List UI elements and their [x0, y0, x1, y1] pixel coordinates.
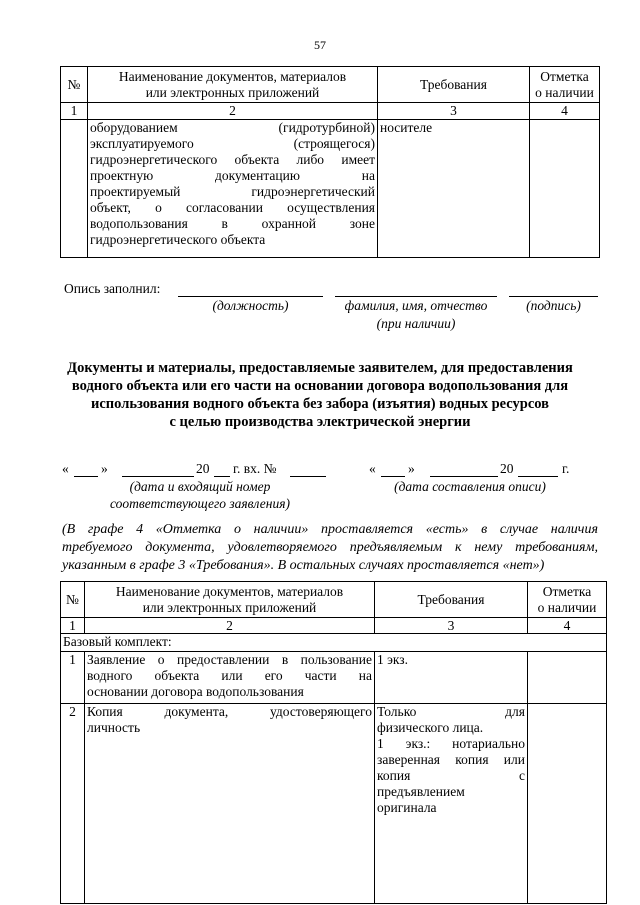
left-year-line[interactable] [214, 476, 230, 477]
row-requirements [375, 652, 528, 704]
fio-line[interactable] [335, 296, 497, 297]
left-quote-close: » [101, 461, 108, 476]
col-number: 1 [61, 618, 85, 634]
right-day-line[interactable] [381, 476, 405, 477]
left-date-caption-2: соответствующего заявления) [110, 496, 290, 511]
instruction-note [62, 521, 598, 575]
note-line: требуемого документа, удовлетворяемого предъявляемым к нему требованиям, [62, 540, 598, 555]
header-name-line: Наименование документов, материалов [118, 68, 347, 84]
row-name [85, 652, 375, 704]
row-name-line: гидроэнергетического объекта [90, 232, 266, 247]
right-quote-open: « [369, 461, 376, 476]
section-heading [40, 359, 600, 431]
table-row [61, 120, 600, 258]
documents-table-continued [60, 66, 600, 258]
row-req-line: предъявлением [377, 784, 465, 799]
header-name-line: или электронных приложений [145, 84, 320, 100]
left-day-line[interactable] [74, 476, 98, 477]
col-number: 4 [530, 103, 600, 120]
row-req-line: 1 экз. [377, 652, 409, 667]
note-line: (В графе 4 «Отметка о наличии» проставляется «есть» в случае наличия [62, 522, 598, 537]
col-number: 2 [85, 618, 375, 634]
row-req-line: заверенная копия или [377, 752, 525, 767]
row-name-line: личность [87, 720, 141, 735]
row-name-line: проектируемый гидроэнергетический [90, 184, 375, 199]
position-caption: (должность) [212, 298, 289, 313]
header-name [88, 67, 378, 103]
signature-line[interactable] [509, 296, 598, 297]
fio-caption: фамилия, имя, отчество [344, 298, 488, 313]
page-number: 57 [314, 38, 326, 52]
left-incoming-label: г. вх. № [233, 461, 277, 476]
row-name-line: Копия документа, удостоверяющего [87, 704, 372, 719]
table-row [61, 704, 607, 904]
row-name-line: гидроэнергетического объекта либо имеет [90, 152, 375, 167]
fio-caption-2: (при наличии) [376, 316, 456, 331]
position-line[interactable] [178, 296, 323, 297]
header-mark-line: о наличии [537, 599, 597, 615]
row-req-line: оригинала [377, 800, 437, 815]
row-num: 1 [61, 652, 85, 704]
row-name-line: проектную документацию на [90, 168, 375, 183]
header-mark-line: Отметка [542, 583, 592, 599]
row-name [88, 120, 378, 258]
header-name [85, 582, 375, 618]
header-num: № [61, 67, 88, 103]
row-mark [528, 704, 607, 904]
col-number: 4 [528, 618, 607, 634]
left-quote-open: « [62, 461, 69, 476]
right-year-suffix: г. [562, 461, 570, 476]
incoming-number-line[interactable] [290, 476, 326, 477]
table-row [61, 652, 607, 704]
column-numbers-row [61, 103, 600, 120]
col-number: 1 [61, 103, 88, 120]
row-req-line: 1 экз.: нотариально [377, 736, 525, 751]
header-mark-line: Отметка [540, 68, 589, 84]
header-requirements: Требования [378, 67, 530, 103]
right-month-line[interactable] [430, 476, 498, 477]
row-req-line: Только для [377, 704, 525, 719]
column-numbers-row [61, 618, 607, 634]
section-label: Базовый комплект: [61, 634, 607, 652]
heading-line: с целью производства электрической энергии [169, 414, 471, 430]
sign-caption: (подпись) [526, 298, 581, 313]
row-req-line: копия с [377, 768, 525, 783]
right-year-line[interactable] [518, 476, 558, 477]
row-req-line: физического лица. [377, 720, 484, 735]
header-num: № [61, 582, 85, 618]
left-year-prefix: 20 [196, 461, 210, 476]
row-mark [530, 120, 600, 258]
header-mark [530, 67, 600, 103]
row-requirements [375, 704, 528, 904]
row-num [61, 120, 88, 258]
row-name-line: водного объекта или его части на [87, 668, 372, 683]
heading-line: Документы и материалы, предоставляемые заявителем, для предоставления [67, 360, 573, 376]
row-name [85, 704, 375, 904]
row-name-line: эксплуатируемого (строящегося) [90, 136, 375, 151]
documents-table [60, 581, 607, 904]
right-date-caption: (дата составления описи) [394, 479, 546, 494]
header-name-line: Наименование документов, материалов [115, 583, 344, 599]
col-number: 3 [378, 103, 530, 120]
row-requirements: носителе [378, 120, 530, 258]
table-header-row [61, 67, 600, 103]
header-requirements: Требования [375, 582, 528, 618]
section-row [61, 634, 607, 652]
col-number: 2 [88, 103, 378, 120]
row-name-line: объект, о согласовании осуществления [90, 200, 375, 215]
header-mark [528, 582, 607, 618]
row-name-line: Заявление о предоставлении в пользование [87, 652, 372, 667]
row-name-line: основании договора водопользования [87, 684, 304, 699]
row-mark [528, 652, 607, 704]
header-name-line: или электронных приложений [142, 599, 317, 615]
row-name-line: водопользования в охранной зоне [90, 216, 375, 231]
heading-line: водного объекта или его части на основании договора водопользования для [71, 378, 569, 394]
heading-line: использования водного объекта без забора (изъятия) водных ресурсов [90, 396, 549, 412]
right-quote-close: » [408, 461, 415, 476]
right-year-prefix: 20 [500, 461, 514, 476]
col-number: 3 [375, 618, 528, 634]
row-name-line: оборудованием (гидротурбиной) [90, 120, 375, 135]
signature-label: Опись заполнил: [64, 281, 161, 296]
left-date-caption: (дата и входящий номер [129, 479, 271, 494]
left-month-line[interactable] [122, 476, 194, 477]
note-line: указанным в графе 3 «Требования». В остальных случаях проставляется «нет») [62, 558, 545, 573]
header-mark-line: о наличии [535, 84, 594, 100]
table-header-row [61, 582, 607, 618]
row-num: 2 [61, 704, 85, 904]
